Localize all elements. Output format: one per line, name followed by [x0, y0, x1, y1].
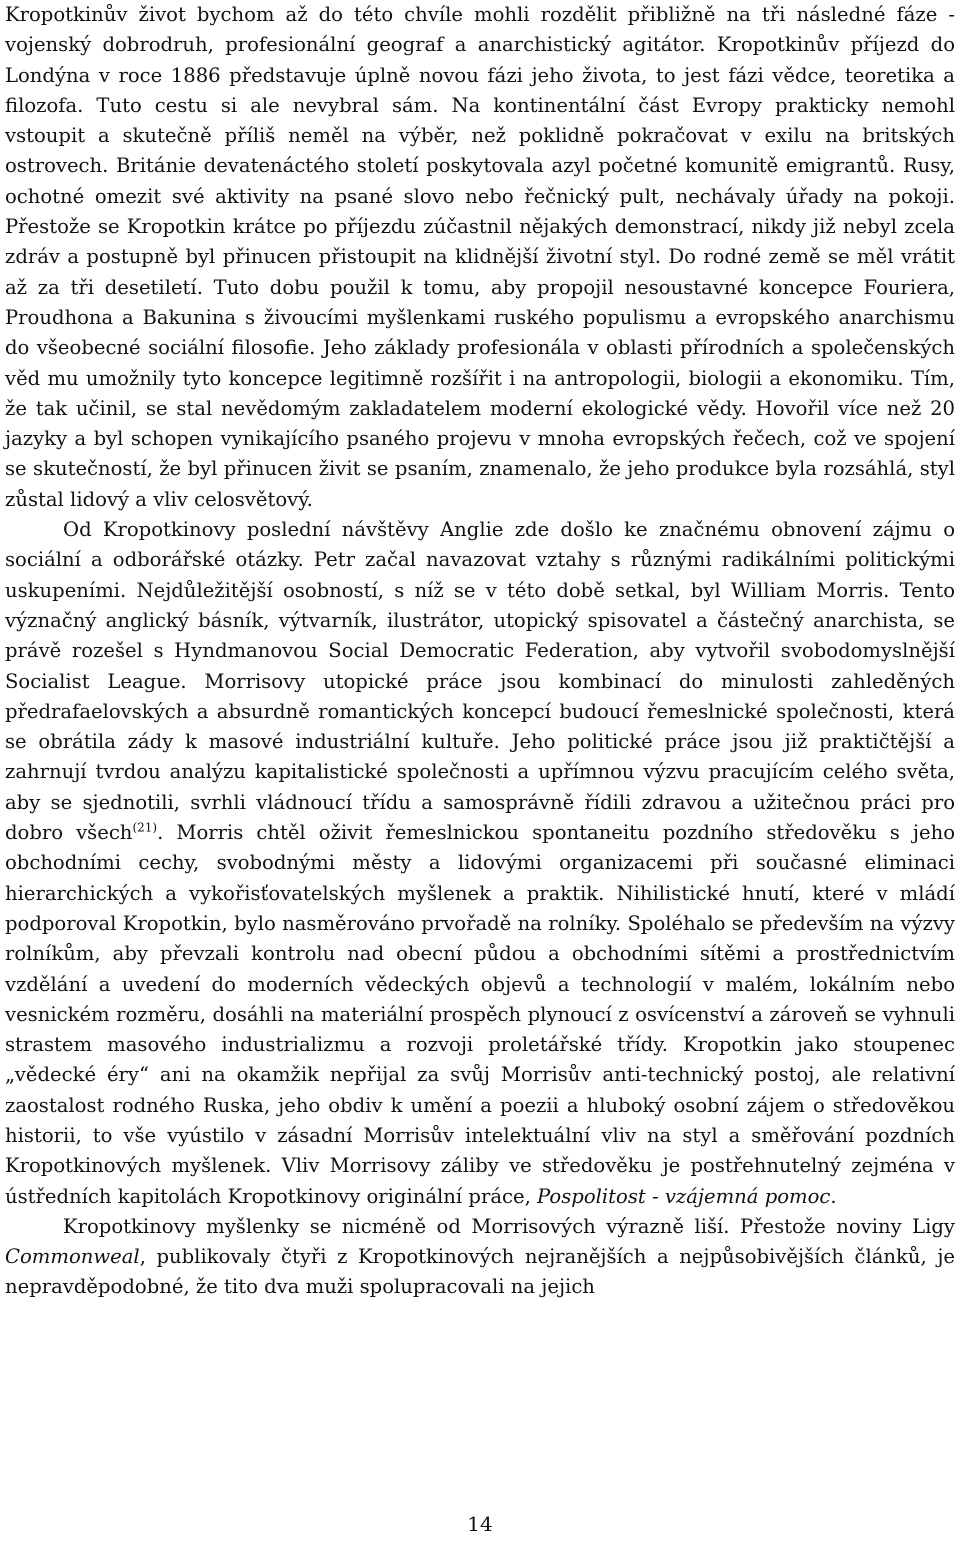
- paragraph-3: [5, 1212, 955, 1303]
- paragraph-1-text: Kropotkinův život bychom až do této chvíle mohli rozdělit přibližně na tři následné fáze - vojenský dobrodruh, profesionální geograf a anarchistický agitátor. Kropotkinův příjezd do Londýna v roce 1886 představuje úplně novou fázi jeho života, to jest fázi vědce, teoretika a filozofa. Tuto cestu si ale nevybral sám. Na kontinentální část Evropy prakticky nemohl vstoupit a skutečně příliš neměl na výběr, než poklidně pokračovat v exilu na britských ostrovech. Británie devatenáctého století poskytovala azyl početné komunitě emigrantů. Rusy, ochotné omezit své aktivity na psané slovo nebo řečnický pult, nechávaly úřady na pokoji. Přestože se Kropotkin krátce po příjezdu zúčastnil nějakých demonstrací, nikdy již nebyl zcela zdráv a postupně byl přinucen přistoupit na klidnější životní styl. Do rodné země se měl vrátit až za tři desetiletí. Tuto dobu použil k tomu, aby propojil nesoustavné koncepce Fouriera, Proudhona a Bakunina s živoucími myšlenkami ruského populismu a evropského anarchismu do všeobecné sociální filosofie. Jeho základy profesionála v oblasti přírodních a společenských věd mu umožnily tyto koncepce legitimně rozšířit i na antropologii, biologii a ekonomiku. Tím, že tak učinil, se stal nevědomým zakladatelem moderní ekologické vědy. Hovořil více než 20 jazyky a byl schopen vynikajícího psaného projevu v mnoha evropských řečech, což ve spojení se skutečností, že byl přinucen živit se psaním, znamenalo, že jeho produkce byla rozsáhlá, styl zůstal lidový a vliv celosvětový.: [5, 3, 955, 511]
- paragraph-2-text-c: .: [830, 1184, 837, 1208]
- book-title-pospolitost: Pospolitost - vzájemná pomoc: [537, 1184, 831, 1208]
- paragraph-2: [5, 515, 955, 1212]
- paragraph-3-text-b: , publikovaly čtyři z Kropotkinových nejranějších a nejpůsobivějších článků, je nepravděpodobné, že tito dva muži spolupracovali na jejich: [5, 1245, 955, 1299]
- footnote-reference-21: (21): [132, 820, 158, 835]
- document-page: [5, 0, 955, 1303]
- paragraph-3-text-a: Kropotkinovy myšlenky se nicméně od Morrisových výrazně liší. Přestože noviny Ligy: [63, 1214, 955, 1238]
- paragraph-2-text-a: Od Kropotkinovy poslední návštěvy Anglie zde došlo ke značnému obnovení zájmu o sociální a odborářské otázky. Petr začal navazovat vztahy s různými radikálními politickými uskupeními. Nejdůležitější osobností, s níž se v této době setkal, byl William Morris. Tento význačný anglický básník, výtvarník, ilustrátor, utopický spisovatel a částečný anarchista, se právě rozešel s Hyndmanovou Social Democratic Federation, aby vytvořil svobodomyslnější Socialist League. Morrisovy utopické práce jsou kombinací do minulosti zahleděných předrafaelovských a absurdně romantických koncepcí budoucí řemeslnické společnosti, která se obrátila zády k masové industriální kultuře. Jeho politické práce jsou již praktičtější a zahrnují tvrdou analýzu kapitalistické společnosti a upřímnou výzvu pracujícím celého světa, aby se sjednotili, svrhli vládnoucí třídu a samosprávně řídili zdravou a užitečnou práci pro dobro všech: [5, 518, 955, 845]
- paragraph-2-text-b: . Morris chtěl oživit řemeslnickou spontaneitu pozdního středověku s jeho obchodními cechy, svobodnými městy a lidovými organizacemi při současné eliminaci hierarchických a vykořisťovatelských myšlenek a praktik. Nihilistické hnutí, které v mládí podporoval Kropotkin, bylo nasměrováno prvořadě na rolníky. Spoléhalo se především na výzvy rolníkům, aby převzali kontrolu nad obecní půdou a obchodními sítěmi a prostřednictvím vzdělání a uvedení do moderních vědeckých objevů a technologií v malém, lokálním nebo vesnickém rozměru, dosáhli na materiální prospěch plynoucí z osvícenství a zároveň se vyhnuli strastem masového industrializmu a rozvoji proletářské třídy. Kropotkin jako stoupenec „vědecké éry“ ani na okamžik nepřijal za svůj Morrisův anti-technický postoj, ale relativní zaostalost rodného Ruska, jeho obdiv k umění a poezii a hluboký osobní zájem o středověkou historii, to vše vyústilo v zásadní Morrisův intelektuální vliv na styl a směřování pozdních Kropotkinových myšlenek. Vliv Morrisovy záliby ve středověku je postřehnutelný zejména v ústředních kapitolách Kropotkinovy originální práce,: [5, 821, 955, 1208]
- newspaper-title-commonweal: Commonweal: [5, 1245, 140, 1269]
- page-number: 14: [467, 1512, 493, 1536]
- paragraph-1: [5, 0, 955, 515]
